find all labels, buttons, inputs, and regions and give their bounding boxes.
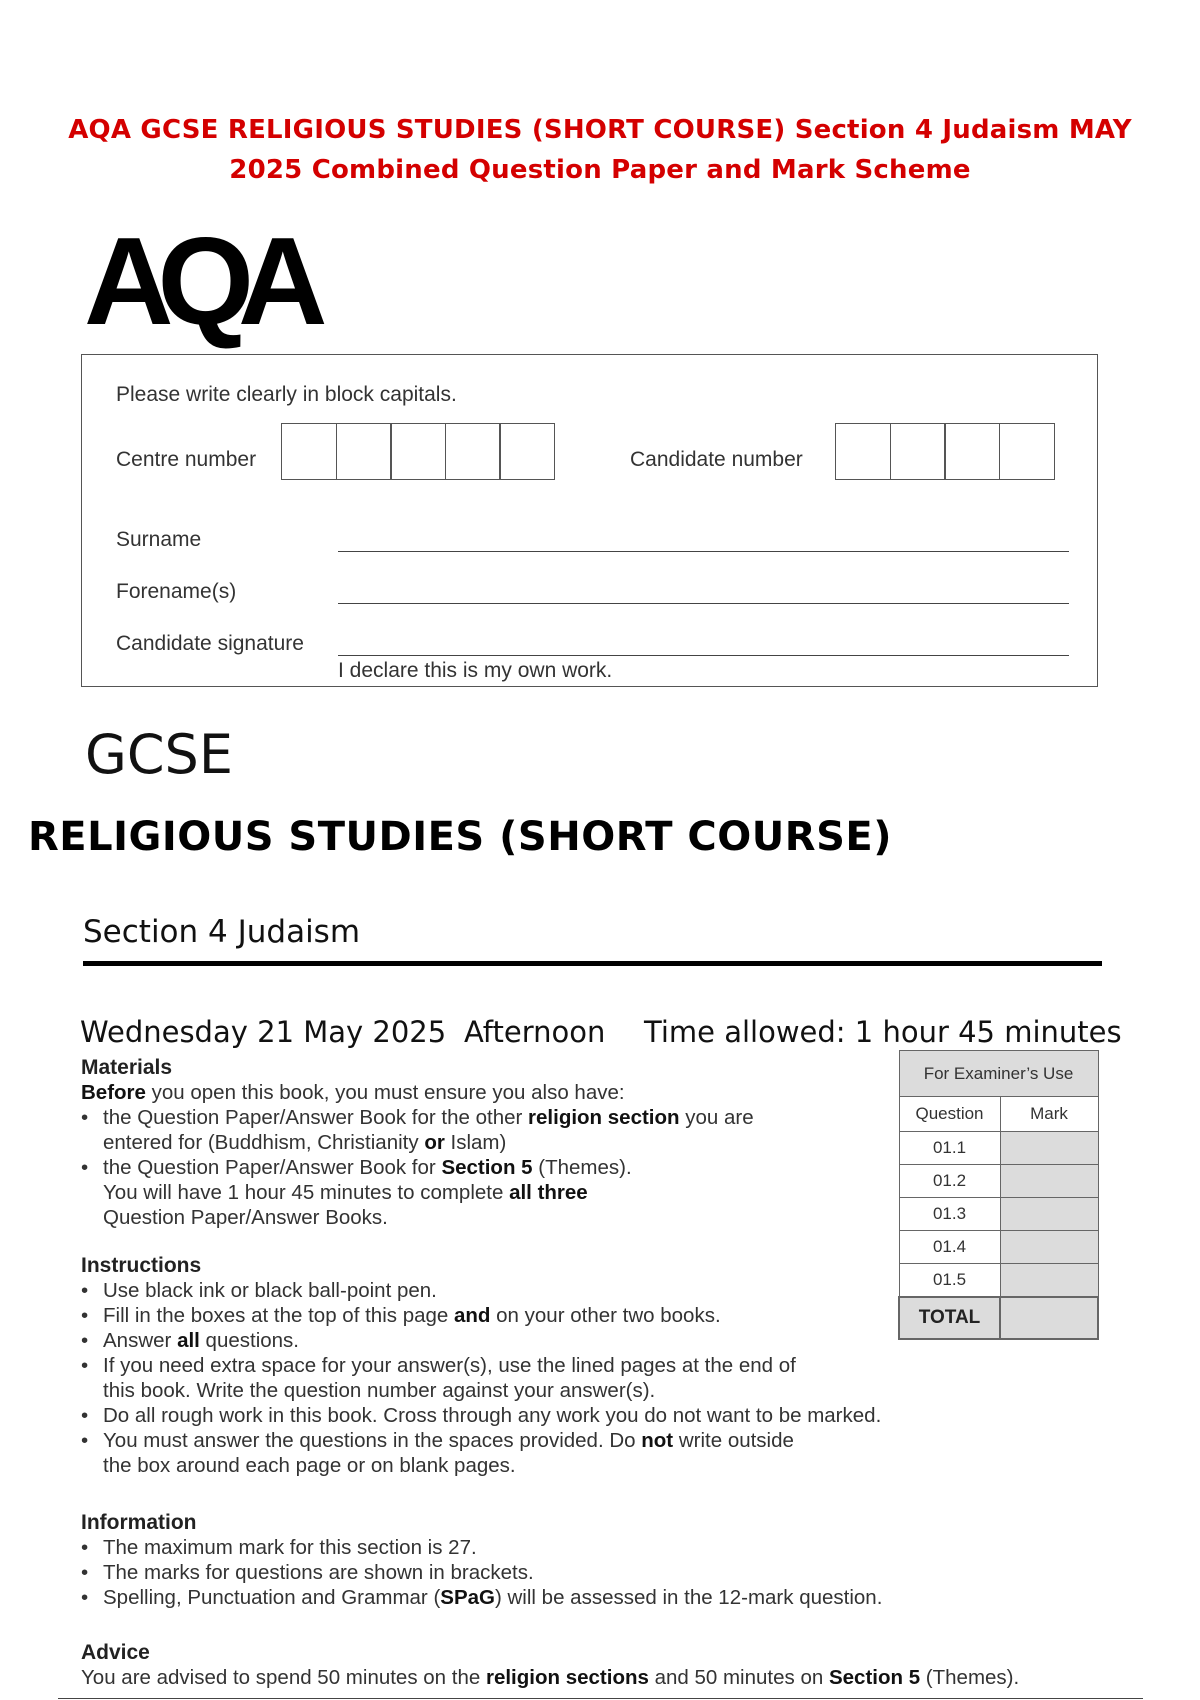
document-title-line-1: AQA GCSE RELIGIOUS STUDIES (SHORT COURSE) Section 4 Judaism MAY xyxy=(68,115,1132,145)
information-item: • The maximum mark for this section is 27. xyxy=(81,1535,981,1560)
materials-intro: Before you open this book, you must ensure you also have: xyxy=(81,1081,625,1104)
exam-session: Afternoon xyxy=(464,1015,606,1049)
own-work-declaration: I declare this is my own work. xyxy=(338,659,613,682)
candidate-number-label: Candidate number xyxy=(630,448,803,471)
forenames-line[interactable] xyxy=(338,603,1069,604)
instruction-item: • Do all rough work in this book. Cross through any work you do not want to be marked. xyxy=(81,1403,921,1428)
document-title-line-2: 2025 Combined Question Paper and Mark Scheme xyxy=(229,155,971,185)
candidate-details-box xyxy=(81,354,1098,687)
centre-number-digit-box[interactable] xyxy=(390,423,446,480)
candidate-number-boxes[interactable] xyxy=(835,423,1053,480)
exam-date: Wednesday 21 May 2025 xyxy=(80,1015,447,1049)
mark-cell xyxy=(1000,1231,1098,1264)
centre-number-label: Centre number xyxy=(116,448,257,471)
information-item: • Spelling, Punctuation and Grammar (SPaG) will be assessed in the 12-mark question. xyxy=(81,1585,981,1610)
section-divider xyxy=(83,961,1102,966)
materials-item-section-5: • the Question Paper/Answer Book for Section 5 (Themes). You will have 1 hour 45 minutes to complete all three Question Paper/Answer Books. xyxy=(81,1155,761,1230)
mark-cell xyxy=(1000,1264,1098,1298)
total-mark-cell xyxy=(1000,1297,1098,1339)
question-number-cell: 01.1 xyxy=(899,1132,1000,1165)
forenames-label: Forename(s) xyxy=(116,580,237,603)
information-section xyxy=(81,1510,981,1610)
candidate-number-digit-box[interactable] xyxy=(890,423,946,480)
question-number-cell: 01.2 xyxy=(899,1165,1000,1198)
qualification-level: GCSE xyxy=(85,723,233,786)
exam-date-row xyxy=(80,1012,1120,1052)
aqa-logo: AQA xyxy=(84,213,312,351)
examiner-table-title: For Examiner’s Use xyxy=(899,1051,1098,1097)
question-number-cell: 01.5 xyxy=(899,1264,1000,1298)
question-number-cell: 01.3 xyxy=(899,1198,1000,1231)
materials-item-other-religion: • the Question Paper/Answer Book for the other religion section you are entered for (Buddhism, Christianity or Islam) xyxy=(81,1105,761,1155)
signature-line[interactable] xyxy=(338,655,1069,656)
centre-number-digit-box[interactable] xyxy=(281,423,337,480)
examiner-use-table xyxy=(898,1050,1099,1340)
instruction-item: • Fill in the boxes at the top of this page and on your other two books. xyxy=(81,1303,921,1328)
advice-section xyxy=(81,1640,1161,1690)
mark-cell xyxy=(1000,1165,1098,1198)
centre-number-digit-box[interactable] xyxy=(445,423,501,480)
mark-column-header: Mark xyxy=(1000,1097,1098,1132)
signature-label: Candidate signature xyxy=(116,632,304,655)
information-item: • The marks for questions are shown in brackets. xyxy=(81,1560,981,1585)
instructions-section xyxy=(81,1253,921,1478)
instruction-item: • If you need extra space for your answer(s), use the lined pages at the end of this book. Write the question number against your answer(s). xyxy=(81,1353,823,1403)
centre-number-boxes[interactable] xyxy=(281,423,554,480)
page-bottom-rule xyxy=(58,1698,1143,1699)
question-column-header: Question xyxy=(899,1097,1000,1132)
surname-label: Surname xyxy=(116,528,202,551)
candidate-number-digit-box[interactable] xyxy=(944,423,1000,480)
materials-heading: Materials xyxy=(81,1056,173,1079)
time-allowed: Time allowed: 1 hour 45 minutes xyxy=(644,1015,1122,1049)
total-label-cell: TOTAL xyxy=(899,1297,1000,1339)
instruction-item: • You must answer the questions in the spaces provided. Do not write outside the box around each page or on blank pages. xyxy=(81,1428,823,1478)
materials-section xyxy=(81,1055,761,1230)
centre-number-digit-box[interactable] xyxy=(499,423,555,480)
surname-line[interactable] xyxy=(338,551,1069,552)
advice-text: You are advised to spend 50 minutes on the religion sections and 50 minutes on Section 5 (Themes). xyxy=(81,1666,1020,1689)
question-number-cell: 01.4 xyxy=(899,1231,1000,1264)
instruction-item: • Use black ink or black ball-point pen. xyxy=(81,1278,921,1303)
block-capitals-instruction: Please write clearly in block capitals. xyxy=(116,383,457,406)
instructions-heading: Instructions xyxy=(81,1254,202,1277)
instruction-item: • Answer all questions. xyxy=(81,1328,921,1353)
information-heading: Information xyxy=(81,1511,197,1534)
subject-title: RELIGIOUS STUDIES (SHORT COURSE) xyxy=(28,814,892,860)
document-title xyxy=(0,110,1200,190)
centre-number-digit-box[interactable] xyxy=(336,423,392,480)
candidate-number-digit-box[interactable] xyxy=(835,423,891,480)
mark-cell xyxy=(1000,1132,1098,1165)
mark-cell xyxy=(1000,1198,1098,1231)
candidate-number-digit-box[interactable] xyxy=(999,423,1055,480)
advice-heading: Advice xyxy=(81,1641,150,1664)
section-title: Section 4 Judaism xyxy=(83,914,361,950)
